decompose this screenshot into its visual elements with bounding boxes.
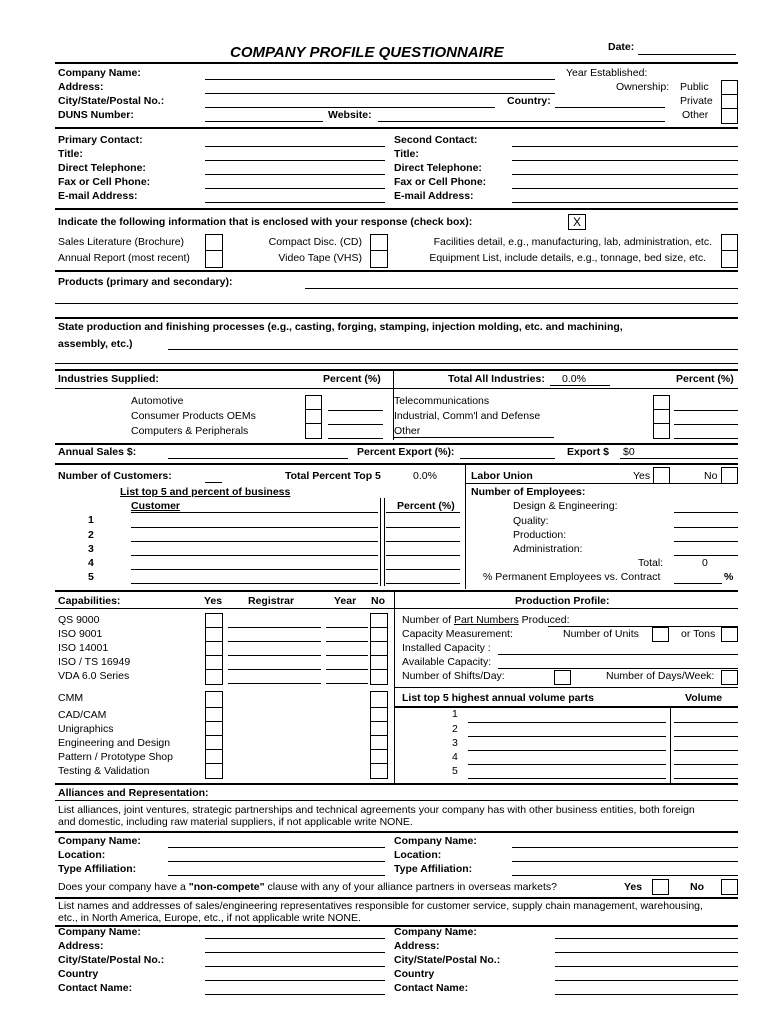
- alliance-affiliation-label-2: Type Affiliation:: [394, 863, 473, 875]
- vda6-no-checkbox[interactable]: [370, 669, 388, 685]
- cad-cam-no-checkbox[interactable]: [370, 707, 388, 722]
- available-capacity-label: Available Capacity:: [402, 656, 492, 668]
- iso-ts16949-no-checkbox[interactable]: [370, 655, 388, 670]
- employees-label: Number of Employees:: [471, 486, 586, 498]
- part-row-number: 5: [452, 765, 458, 777]
- registrar-header: Registrar: [248, 595, 295, 607]
- products-field-2[interactable]: [55, 303, 738, 304]
- alliance-location-field-2[interactable]: [512, 861, 738, 862]
- unigraphics-label: Unigraphics: [58, 723, 114, 735]
- processes-field-1[interactable]: [168, 349, 738, 350]
- divider: [55, 443, 738, 445]
- duns-field[interactable]: [205, 121, 323, 122]
- customer-name-field[interactable]: [131, 583, 378, 584]
- qs9000-label: QS 9000: [58, 614, 100, 626]
- noncompete-yes-checkbox[interactable]: [652, 879, 669, 895]
- facilities-detail-checkbox[interactable]: [721, 234, 738, 251]
- second-title-field[interactable]: [512, 160, 738, 161]
- second-phone-field[interactable]: [512, 174, 738, 175]
- annual-sales-field[interactable]: [168, 458, 348, 459]
- alliances-label: Alliances and Representation:: [58, 787, 209, 799]
- divider: [55, 270, 738, 272]
- second-fax-field[interactable]: [512, 188, 738, 189]
- part-name-field[interactable]: [468, 778, 666, 779]
- customer-row-number: 1: [88, 514, 94, 526]
- part-volume-field[interactable]: [674, 736, 738, 737]
- other-industry-field[interactable]: [394, 437, 554, 438]
- sales-literature-label: Sales Literature (Brochure): [58, 236, 185, 248]
- customer-percent-field[interactable]: [386, 569, 460, 570]
- rep-address-label-2: Address:: [394, 940, 440, 952]
- production-profile-label: Production Profile:: [515, 595, 610, 607]
- rep-country-label-2: Country: [394, 968, 435, 980]
- installed-capacity-field[interactable]: [498, 654, 738, 655]
- alliance-company-label: Company Name:: [58, 835, 141, 847]
- capabilities-no-header: No: [371, 595, 385, 607]
- vda6-label: VDA 6.0 Series: [58, 670, 130, 682]
- customer-name-field[interactable]: [131, 569, 378, 570]
- production-label: Production:: [513, 529, 567, 541]
- total-industries-label: Total All Industries:: [448, 373, 545, 385]
- part-volume-field[interactable]: [674, 750, 738, 751]
- automotive-percent-field[interactable]: [328, 410, 383, 411]
- total-top5-label: Total Percent Top 5: [285, 470, 381, 482]
- rep-country-field-2[interactable]: [555, 980, 738, 981]
- testing-validation-label: Testing & Validation: [58, 765, 150, 777]
- customer-row-number: 4: [88, 557, 94, 569]
- part-row-number: 3: [452, 737, 458, 749]
- address-field[interactable]: [205, 93, 555, 94]
- computers-label: Computers & Peripherals: [131, 425, 249, 437]
- iso14001-no-checkbox[interactable]: [370, 641, 388, 656]
- tons-checkbox[interactable]: [721, 627, 738, 642]
- country-field[interactable]: [555, 107, 665, 108]
- permanent-employees-label: % Permanent Employees vs. Contract: [483, 571, 661, 583]
- customers-list-label: List top 5 and percent of business: [120, 486, 291, 498]
- primary-fax-label: Fax or Cell Phone:: [58, 176, 151, 188]
- industrial-label: Industrial, Comm'l and Defense: [394, 410, 541, 422]
- video-tape-checkbox[interactable]: [370, 250, 388, 268]
- part-name-field[interactable]: [468, 750, 666, 751]
- second-contact-label: Second Contact:: [394, 134, 478, 146]
- second-phone-label: Direct Telephone:: [394, 162, 482, 174]
- customer-row-number: 3: [88, 543, 94, 555]
- alliance-affiliation-field-2[interactable]: [512, 875, 738, 876]
- engineering-design-label: Engineering and Design: [58, 737, 171, 749]
- engineering-design-no-checkbox[interactable]: [370, 735, 388, 750]
- consumer-products-checkbox[interactable]: [305, 409, 322, 424]
- telecom-percent-field[interactable]: [674, 410, 738, 411]
- percent-export-field[interactable]: [460, 458, 555, 459]
- divider: [395, 706, 738, 708]
- divider: [55, 590, 738, 592]
- other-industry-checkbox[interactable]: [653, 423, 670, 439]
- year-field[interactable]: [326, 683, 368, 684]
- divider: [55, 831, 738, 833]
- cmm-no-checkbox[interactable]: [370, 691, 388, 708]
- units-label: Number of Units: [563, 628, 639, 640]
- rep-company-label: Company Name:: [58, 926, 141, 938]
- labor-union-no-label: No: [704, 470, 718, 482]
- alliance-location-label: Location:: [58, 849, 106, 861]
- shifts-label: Number of Shifts/Day:: [402, 670, 505, 682]
- second-email-field[interactable]: [512, 202, 738, 203]
- primary-email-label: E-mail Address:: [58, 190, 138, 202]
- part-name-field[interactable]: [468, 764, 666, 765]
- labor-union-no-checkbox[interactable]: [721, 467, 738, 484]
- customer-row-number: 2: [88, 529, 94, 541]
- divider: [55, 463, 738, 465]
- part-numbers-field[interactable]: [548, 626, 738, 627]
- website-field[interactable]: [378, 121, 665, 122]
- ownership-public-label: Public: [680, 81, 709, 93]
- administration-label: Administration:: [513, 543, 583, 555]
- divider: [55, 62, 738, 64]
- divider: [55, 317, 738, 319]
- divider: [55, 783, 738, 785]
- customer-name-field[interactable]: [131, 527, 378, 528]
- industrial-checkbox[interactable]: [653, 409, 670, 424]
- iso-ts16949-label: ISO / TS 16949: [58, 656, 131, 668]
- registrar-field[interactable]: [228, 669, 321, 670]
- industries-percent-label: Percent (%): [323, 373, 381, 385]
- products-field-1[interactable]: [305, 288, 738, 289]
- part-row-number: 2: [452, 723, 458, 735]
- alliance-company-field-2[interactable]: [512, 847, 738, 848]
- total-top5-value: 0.0%: [413, 470, 437, 482]
- city-field[interactable]: [205, 107, 495, 108]
- reps-description: List names and addresses of sales/engineering representatives responsible for customer service, supply chain management, warehousing,: [58, 900, 703, 912]
- automotive-label: Automotive: [131, 395, 184, 407]
- primary-email-field[interactable]: [205, 202, 385, 203]
- rep-city-field-2[interactable]: [555, 966, 738, 967]
- registrar-field[interactable]: [228, 627, 321, 628]
- rep-city-label-2: City/State/Postal No.:: [394, 954, 501, 966]
- telecom-checkbox[interactable]: [653, 395, 670, 410]
- iso9001-yes-checkbox[interactable]: [205, 627, 223, 642]
- primary-contact-field[interactable]: [205, 146, 385, 147]
- rep-contact-label-2: Contact Name:: [394, 982, 469, 994]
- percent-export-label: Percent Export (%):: [357, 446, 455, 458]
- other-percent-field[interactable]: [674, 438, 738, 439]
- volume-label: Volume: [685, 692, 723, 704]
- rep-country-field[interactable]: [205, 980, 385, 981]
- video-tape-label: Video Tape (VHS): [278, 252, 362, 264]
- iso9001-no-checkbox[interactable]: [370, 627, 388, 642]
- automotive-checkbox[interactable]: [305, 395, 322, 410]
- consumer-products-percent-field[interactable]: [328, 424, 383, 425]
- industries-label: Industries Supplied:: [58, 373, 159, 385]
- unigraphics-yes-checkbox[interactable]: [205, 721, 223, 736]
- cad-cam-yes-checkbox[interactable]: [205, 707, 223, 722]
- primary-title-field[interactable]: [205, 160, 385, 161]
- alliance-affiliation-field[interactable]: [168, 875, 385, 876]
- customer-percent-field[interactable]: [386, 527, 460, 528]
- export-value: $0: [623, 446, 635, 458]
- divider: [466, 483, 738, 484]
- pattern-prototype-yes-checkbox[interactable]: [205, 749, 223, 764]
- compact-disc-checkbox[interactable]: [370, 234, 388, 251]
- alliance-affiliation-label: Type Affiliation:: [58, 863, 137, 875]
- divider: [670, 707, 671, 783]
- engineering-design-yes-checkbox[interactable]: [205, 735, 223, 750]
- customer-percent-field[interactable]: [386, 583, 460, 584]
- registrar-field[interactable]: [228, 641, 321, 642]
- rep-city-label: City/State/Postal No.:: [58, 954, 165, 966]
- iso14001-label: ISO 14001: [58, 642, 109, 654]
- cad-cam-label: CAD/CAM: [58, 709, 107, 721]
- primary-phone-label: Direct Telephone:: [58, 162, 146, 174]
- rep-address-label: Address:: [58, 940, 104, 952]
- ownership-private-checkbox[interactable]: [721, 94, 738, 109]
- rep-address-field-2[interactable]: [555, 952, 738, 953]
- computers-checkbox[interactable]: [305, 423, 322, 439]
- qs9000-yes-checkbox[interactable]: [205, 613, 223, 628]
- city-label: City/State/Postal No.:: [58, 95, 165, 107]
- iso9001-label: ISO 9001: [58, 628, 103, 640]
- computers-percent-field[interactable]: [328, 438, 383, 439]
- customer-percent-column-header: Percent (%): [397, 500, 455, 512]
- divider: [55, 127, 738, 129]
- vda6-yes-checkbox[interactable]: [205, 669, 223, 685]
- customer-percent-field[interactable]: [386, 541, 460, 542]
- noncompete-no-checkbox[interactable]: [721, 879, 738, 895]
- noncompete-no-label: No: [690, 881, 704, 893]
- date-label: Date:: [608, 41, 635, 53]
- year-field[interactable]: [326, 627, 368, 628]
- top5-parts-label: List top 5 highest annual volume parts: [402, 692, 594, 704]
- customer-name-field[interactable]: [131, 555, 378, 556]
- industrial-percent-field[interactable]: [674, 424, 738, 425]
- rep-company-field-2[interactable]: [555, 938, 738, 939]
- testing-validation-yes-checkbox[interactable]: [205, 763, 223, 779]
- telecom-label: Telecommunications: [394, 395, 490, 407]
- enclosed-heading: Indicate the following information that is enclosed with your response (check box):: [58, 216, 473, 228]
- part-name-field[interactable]: [468, 736, 666, 737]
- employees-total-value: 0: [702, 557, 708, 569]
- rep-address-field[interactable]: [205, 952, 385, 953]
- registrar-field[interactable]: [228, 683, 321, 684]
- shifts-field[interactable]: [554, 670, 571, 685]
- annual-sales-label: Annual Sales $:: [58, 446, 137, 458]
- installed-capacity-label: Installed Capacity :: [402, 642, 491, 654]
- employees-total-label: Total:: [638, 557, 664, 569]
- annual-report-checkbox[interactable]: [205, 250, 223, 268]
- divider: [55, 369, 738, 371]
- capabilities-yes-header: Yes: [204, 595, 223, 607]
- part-volume-field[interactable]: [674, 778, 738, 779]
- ownership-private-label: Private: [680, 95, 713, 107]
- second-email-label: E-mail Address:: [394, 190, 474, 202]
- rep-contact-field[interactable]: [205, 994, 385, 995]
- design-engineering-field[interactable]: [674, 512, 738, 513]
- rep-city-field[interactable]: [205, 966, 385, 967]
- rep-contact-label: Contact Name:: [58, 982, 133, 994]
- divider: [55, 208, 738, 210]
- total-industries-field: [550, 385, 610, 386]
- administration-field[interactable]: [674, 555, 738, 556]
- rep-country-label: Country: [58, 968, 99, 980]
- processes-label: State production and finishing processes (e.g., casting, forging, stamping, injection molding, etc. and machining,: [58, 321, 623, 333]
- cmm-label: CMM: [58, 692, 84, 704]
- customer-header-line: [131, 512, 378, 513]
- days-field[interactable]: [721, 670, 738, 685]
- equipment-list-checkbox[interactable]: [721, 250, 738, 268]
- part-numbers-label: Number of Part Numbers Produced:: [402, 614, 570, 626]
- rep-company-label-2: Company Name:: [394, 926, 477, 938]
- year-field[interactable]: [326, 655, 368, 656]
- industries-percent-label-right: Percent (%): [676, 373, 734, 385]
- primary-contact-label: Primary Contact:: [58, 134, 143, 146]
- year-field[interactable]: [326, 669, 368, 670]
- quality-field[interactable]: [674, 527, 738, 528]
- primary-phone-field[interactable]: [205, 174, 385, 175]
- labor-union-yes-label: Yes: [633, 470, 651, 482]
- divider: [55, 608, 738, 609]
- year-established-label: Year Established:: [566, 67, 648, 79]
- consumer-products-label: Consumer Products OEMs: [131, 410, 256, 422]
- ownership-other-checkbox[interactable]: [721, 108, 738, 124]
- customers-count-field[interactable]: [205, 482, 222, 483]
- customers-count-label: Number of Customers:: [58, 470, 172, 482]
- part-row-number: 4: [452, 751, 458, 763]
- quality-label: Quality:: [513, 515, 549, 527]
- year-header: Year: [334, 595, 357, 607]
- export-field: [620, 458, 738, 459]
- processes-field-2[interactable]: [55, 363, 738, 364]
- divider: [55, 897, 738, 899]
- labor-union-label: Labor Union: [471, 470, 533, 482]
- customer-percent-field[interactable]: [386, 555, 460, 556]
- other-industry-label: Other: [394, 425, 421, 437]
- part-volume-field[interactable]: [674, 764, 738, 765]
- cmm-yes-checkbox[interactable]: [205, 691, 223, 708]
- alliances-description: List alliances, joint ventures, strategic partnerships and technical agreements your company has with other business entities, both foreign: [58, 804, 695, 816]
- second-fax-label: Fax or Cell Phone:: [394, 176, 487, 188]
- rep-company-field[interactable]: [205, 938, 385, 939]
- alliance-company-field[interactable]: [168, 847, 385, 848]
- compact-disc-label: Compact Disc. (CD): [268, 236, 362, 248]
- divider: [55, 800, 738, 801]
- products-label: Products (primary and secondary):: [58, 276, 233, 288]
- qs9000-no-checkbox[interactable]: [370, 613, 388, 628]
- ownership-label: Ownership:: [616, 81, 670, 93]
- customer-column-header: Customer: [131, 500, 181, 512]
- alliances-description-cont: and domestic, including raw material suppliers, if not applicable write NONE.: [58, 816, 413, 828]
- export-label: Export $: [567, 446, 610, 458]
- part-row-number: 1: [452, 708, 458, 720]
- capabilities-label: Capabilities:: [58, 595, 121, 607]
- capacity-measurement-label: Capacity Measurement:: [402, 628, 513, 640]
- country-label: Country:: [507, 95, 551, 107]
- divider: [395, 687, 738, 688]
- percent-sign: %: [724, 571, 734, 583]
- noncompete-yes-label: Yes: [624, 881, 643, 893]
- iso-ts16949-yes-checkbox[interactable]: [205, 655, 223, 670]
- rep-contact-field-2[interactable]: [555, 994, 738, 995]
- divider: [384, 498, 385, 586]
- enclosed-check-mark[interactable]: X: [568, 214, 586, 230]
- permanent-employees-field[interactable]: [674, 583, 722, 584]
- part-name-field[interactable]: [468, 722, 666, 723]
- equipment-list-label: Equipment List, include details, e.g., tonnage, bed size, etc.: [429, 252, 706, 264]
- unigraphics-no-checkbox[interactable]: [370, 721, 388, 736]
- customer-row-number: 5: [88, 571, 94, 583]
- production-field[interactable]: [674, 541, 738, 542]
- design-engineering-label: Design & Engineering:: [513, 500, 618, 512]
- registrar-field[interactable]: [228, 655, 321, 656]
- company-name-field[interactable]: [205, 79, 555, 80]
- ownership-public-checkbox[interactable]: [721, 80, 738, 95]
- divider: [380, 498, 381, 586]
- divider: [55, 388, 738, 389]
- total-industries-value: 0.0%: [562, 373, 586, 385]
- duns-label: DUNS Number:: [58, 109, 134, 121]
- customer-name-field[interactable]: [131, 541, 378, 542]
- website-label: Website:: [328, 109, 372, 121]
- page-title: COMPANY PROFILE QUESTIONNAIRE: [230, 44, 504, 61]
- days-label: Number of Days/Week:: [606, 670, 715, 682]
- part-volume-field[interactable]: [674, 722, 738, 723]
- annual-report-label: Annual Report (most recent): [58, 252, 190, 264]
- company-name-label: Company Name:: [58, 67, 141, 79]
- noncompete-question: Does your company have a "non-compete" clause with any of your alliance partners in overseas markets?: [58, 881, 558, 893]
- processes-label-cont: assembly, etc.): [58, 338, 133, 350]
- pattern-prototype-label: Pattern / Prototype Shop: [58, 751, 173, 763]
- alliance-company-label-2: Company Name:: [394, 835, 477, 847]
- iso14001-yes-checkbox[interactable]: [205, 641, 223, 656]
- alliance-location-field[interactable]: [168, 861, 385, 862]
- facilities-detail-label: Facilities detail, e.g., manufacturing, lab, administration, etc.: [433, 236, 712, 248]
- tons-label: or Tons: [681, 628, 716, 640]
- address-label: Address:: [58, 81, 104, 93]
- primary-title-label: Title:: [58, 148, 83, 160]
- primary-fax-field[interactable]: [205, 188, 385, 189]
- reps-description-cont: etc., in North America, Europe, etc., if not applicable write NONE.: [58, 912, 361, 924]
- available-capacity-field[interactable]: [498, 668, 738, 669]
- sales-literature-checkbox[interactable]: [205, 234, 223, 251]
- percent-header-line: [386, 512, 460, 513]
- year-field[interactable]: [326, 641, 368, 642]
- ownership-other-label: Other: [682, 109, 709, 121]
- second-title-label: Title:: [394, 148, 419, 160]
- date-field[interactable]: [638, 54, 736, 55]
- alliance-location-label-2: Location:: [394, 849, 442, 861]
- pattern-prototype-no-checkbox[interactable]: [370, 749, 388, 764]
- second-contact-field[interactable]: [512, 146, 738, 147]
- labor-union-yes-checkbox[interactable]: [653, 467, 670, 484]
- testing-validation-no-checkbox[interactable]: [370, 763, 388, 779]
- units-checkbox[interactable]: [652, 627, 669, 642]
